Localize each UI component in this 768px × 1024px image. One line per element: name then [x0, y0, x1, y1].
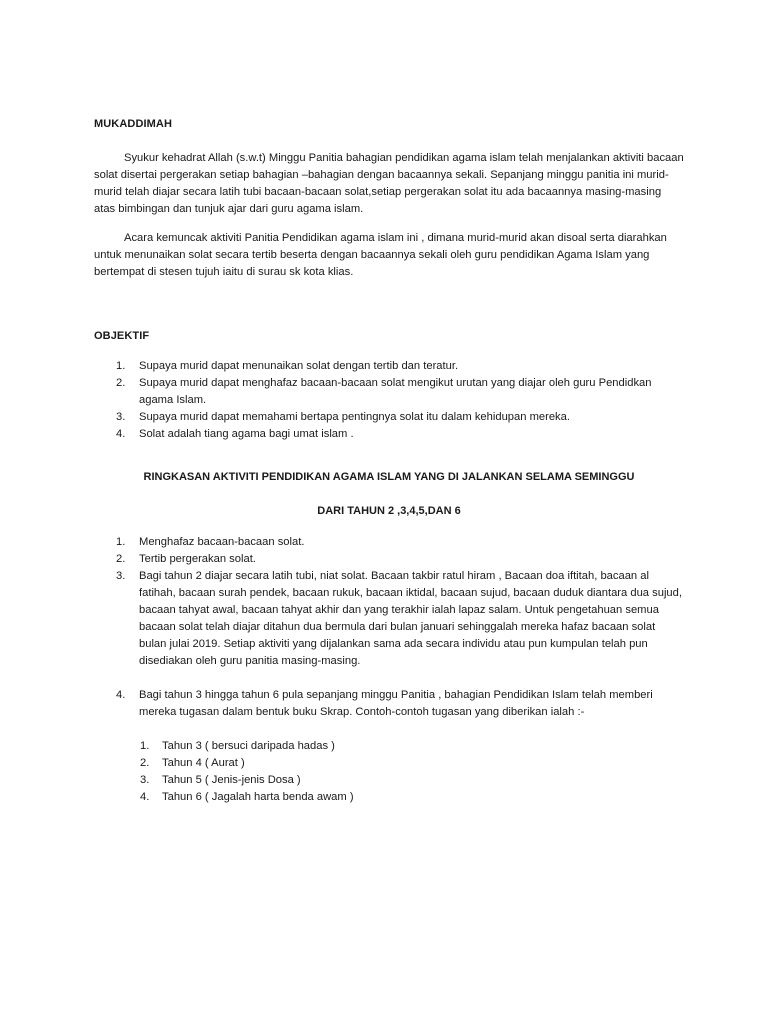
list-text: Supaya murid dapat menunaikan solat dengan tertib dan teratur. — [139, 360, 459, 372]
list-text: Supaya murid dapat memahami bertapa pentingnya solat itu dalam kehidupan mereka. — [139, 411, 570, 423]
list-item — [94, 551, 684, 568]
mukaddimah-paragraph-2: Acara kemuncak aktiviti Panitia Pendidikan agama islam ini , dimana murid-murid akan disoal serta diarahkan untuk menunaikan solat secara tertib beserta dengan bacaannya sekali oleh guru pendidikan Agama Islam yang bertempat di stesen tujuh iaitu di surau sk kota klias. — [94, 232, 667, 278]
mukaddimah-heading: MUKADDIMAH — [94, 118, 172, 130]
list-number: 1. — [116, 360, 126, 372]
list-number: 1. — [116, 536, 126, 548]
list-item — [94, 738, 684, 755]
list-number: 3. — [116, 570, 126, 582]
ringkasan-subheading: DARI TAHUN 2 ,3,4,5,DAN 6 — [317, 505, 461, 517]
ringkasan-heading: RINGKASAN AKTIVITI PENDIDIKAN AGAMA ISLAM YANG DI JALANKAN SELAMA SEMINGGU — [143, 471, 635, 483]
list-text: Bagi tahun 2 diajar secara latih tubi, niat solat. Bacaan takbir ratul hiram , Bacaan doa iftitah, bacaan al fatihah, bacaan surah pendek, bacaan rukuk, bacaan iktidal, bacaan sujud, bacaan duduk diantara dua sujud, bacaan tahyat awal, bacaan tahyat akhir dan yang terakhir ialah lapaz salam. Untuk pengetahuan semua bacaan solat telah diajar ditahun dua bermula dari bulan januari sehinggalah mereka hafaz bacaan solat bulan julai 2019. Setiap aktiviti yang dijalankan sama ada secara individu atau pun kumpulan telah pun disediakan oleh guru panitia masing-masing. — [139, 570, 682, 667]
list-text: Tahun 6 ( Jagalah harta benda awam ) — [162, 791, 354, 803]
list-number: 4. — [116, 689, 126, 701]
list-text: Tahun 5 ( Jenis-jenis Dosa ) — [162, 774, 301, 786]
list-text: Tahun 4 ( Aurat ) — [162, 757, 245, 769]
list-number: 3. — [140, 774, 150, 786]
list-item — [94, 687, 684, 721]
objektif-heading: OBJEKTIF — [94, 330, 150, 342]
list-text: Solat adalah tiang agama bagi umat islam . — [139, 428, 354, 440]
list-item — [94, 426, 684, 443]
list-number: 4. — [140, 791, 150, 803]
tugasan-list — [94, 738, 684, 806]
list-number: 2. — [116, 377, 126, 389]
ringkasan-list — [94, 534, 684, 721]
list-text: Supaya murid dapat menghafaz bacaan-bacaan solat mengikut urutan yang diajar oleh guru Pendidkan agama Islam. — [139, 377, 652, 406]
list-item — [94, 568, 684, 670]
list-item — [94, 534, 684, 551]
list-item — [94, 409, 684, 426]
list-text: Menghafaz bacaan-bacaan solat. — [139, 536, 305, 548]
list-number: 2. — [140, 757, 150, 769]
list-number: 2. — [116, 553, 126, 565]
list-text: Tertib pergerakan solat. — [139, 553, 256, 565]
list-number: 3. — [116, 411, 126, 423]
list-text: Tahun 3 ( bersuci daripada hadas ) — [162, 740, 335, 752]
list-item — [94, 375, 684, 409]
list-number: 1. — [140, 740, 150, 752]
document-body — [94, 116, 684, 806]
list-item — [94, 358, 684, 375]
list-item — [94, 772, 684, 789]
list-item — [94, 755, 684, 772]
list-text: Bagi tahun 3 hingga tahun 6 pula sepanjang minggu Panitia , bahagian Pendidikan Islam telah memberi mereka tugasan dalam bentuk buku Skrap. Contoh-contoh tugasan yang diberikan ialah :- — [139, 689, 653, 718]
list-number: 4. — [116, 428, 126, 440]
mukaddimah-paragraph-1: Syukur kehadrat Allah (s.w.t) Minggu Panitia bahagian pendidikan agama islam telah menjalankan aktiviti bacaan solat disertai pergerakan setiap bahagian –bahagian dengan bacaannya sekali. Sepanjang minggu panitia ini murid-murid telah diajar secara latih tubi bacaan-bacaan solat,setiap pergerakan solat itu ada bacaannya masing-masing atas bimbingan dan tunjuk ajar dari guru agama islam. — [94, 152, 684, 215]
objektif-list — [94, 358, 684, 443]
list-item — [94, 789, 684, 806]
